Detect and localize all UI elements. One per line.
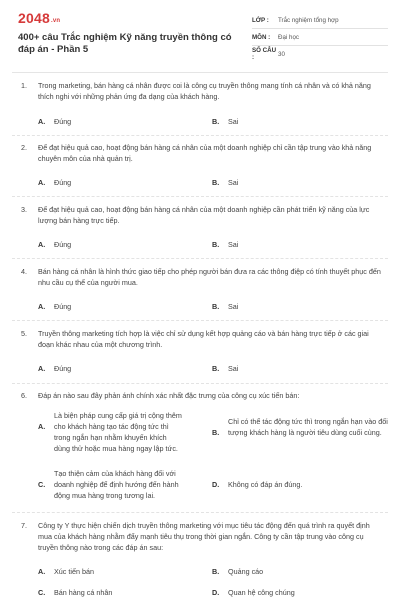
option-letter: A.: [38, 302, 46, 311]
question-separator: [12, 320, 388, 321]
option-letter: B.: [212, 240, 220, 249]
question-text: Để đạt hiệu quả cao, hoạt động bán hàng cá nhân của một doanh nghiệp chỉ cần tập trung vào khả năng chuyên môn của nhà quản trị.: [38, 143, 372, 163]
option-text: Đúng: [54, 117, 72, 126]
option-a[interactable]: [38, 363, 71, 374]
meta-label: MÔN :: [252, 33, 271, 41]
option-letter: B.: [212, 428, 220, 437]
option-b[interactable]: [212, 416, 388, 438]
option-b[interactable]: [212, 116, 238, 127]
logo-suffix: .vn: [50, 18, 61, 24]
option-a[interactable]: [38, 566, 94, 577]
option-c[interactable]: [38, 587, 112, 598]
option-d[interactable]: [212, 587, 295, 598]
question-number: 4.: [21, 267, 27, 276]
option-a[interactable]: [38, 239, 71, 250]
option-text: Sai: [228, 364, 239, 373]
question-text: Đáp án nào sau đây phản ánh chính xác nhất đặc trưng của công cụ xúc tiến bán:: [38, 391, 300, 400]
question-number: 3.: [21, 205, 27, 214]
question-separator: [12, 196, 388, 197]
option-letter: B.: [212, 178, 220, 187]
document-header: [0, 0, 400, 72]
question-separator: [12, 135, 388, 136]
option-b[interactable]: [212, 566, 263, 577]
option-letter: B.: [212, 567, 220, 576]
option-text: Sai: [228, 117, 239, 126]
meta-row-class: [252, 12, 388, 29]
option-letter: B.: [212, 302, 220, 311]
option-text: Là biện pháp cung cấp giá trị cộng thêm cho khách hàng tạo tác động tức thì trong ngắn hạn nhằm khuyến khích dùng thử hoặc mua hàng ngay lập tức.: [54, 411, 182, 453]
document-title: 400+ câu Trắc nghiệm Kỹ năng truyền thông có đáp án - Phần 5: [18, 32, 232, 55]
option-c[interactable]: [38, 468, 184, 501]
option-text: Quảng cáo: [228, 567, 264, 576]
option-a[interactable]: [38, 177, 71, 188]
option-b[interactable]: [212, 239, 238, 250]
option-text: Sai: [228, 240, 239, 249]
question-separator: [12, 258, 388, 259]
option-letter: D.: [212, 588, 220, 597]
meta-label: SỐ CÂU :: [252, 47, 277, 61]
question-number: 2.: [21, 143, 27, 152]
logo-main: 2048: [18, 10, 50, 26]
option-text: Đúng: [54, 364, 72, 373]
option-text: Không có đáp án đúng.: [228, 480, 303, 489]
option-letter: B.: [212, 117, 220, 126]
option-letter: B.: [212, 364, 220, 373]
meta-label: LỚP :: [252, 16, 269, 24]
question-number: 7.: [21, 521, 27, 530]
option-text: Đúng: [54, 178, 72, 187]
option-text: Sai: [228, 178, 239, 187]
question-number: 6.: [21, 391, 27, 400]
option-letter: C.: [38, 588, 46, 597]
site-logo[interactable]: [18, 10, 60, 26]
option-letter: C.: [38, 480, 46, 489]
header-divider: [12, 72, 388, 73]
option-letter: A.: [38, 364, 46, 373]
option-text: Chỉ có thể tác động tức thì trong ngắn hạn vào đối tượng khách hàng là người tiêu dùng cuối cùng.: [228, 417, 388, 437]
document-meta: [252, 12, 388, 62]
meta-value: Đại học: [278, 33, 299, 41]
question-separator: [12, 383, 388, 384]
option-b[interactable]: [212, 177, 238, 188]
question-text: Trong marketing, bán hàng cá nhân được coi là công cụ truyền thông mang tính cá nhân và có khả năng thích nghi với những phản ứng đa dạng của khách hàng.: [38, 81, 371, 101]
option-text: Đúng: [54, 240, 72, 249]
option-letter: A.: [38, 117, 46, 126]
option-text: Bán hàng cá nhân: [54, 588, 113, 597]
question-separator: [12, 512, 388, 513]
question-number: 5.: [21, 329, 27, 338]
option-letter: A.: [38, 567, 46, 576]
option-b[interactable]: [212, 301, 238, 312]
option-text: Đúng: [54, 302, 72, 311]
meta-value: Trắc nghiệm tổng hợp: [278, 16, 339, 24]
question-text: Bán hàng cá nhân là hình thức giao tiếp cho phép người bán đưa ra các thông điệp có tính thuyết phục đến nhu cầu cụ thể của người mua.: [38, 267, 381, 287]
option-a[interactable]: [38, 301, 71, 312]
meta-row-subject: [252, 29, 388, 46]
option-b[interactable]: [212, 363, 238, 374]
meta-value: 30: [278, 50, 285, 58]
option-a[interactable]: [38, 410, 184, 454]
option-letter: D.: [212, 480, 220, 489]
option-text: Xúc tiến bán: [54, 567, 94, 576]
option-text: Tạo thiện cảm của khách hàng đối với doanh nghiệp để định hướng đến hành động mua hàng trong tương lai.: [54, 469, 179, 500]
question-text: Truyền thông marketing tích hợp là việc chỉ sử dụng kết hợp quảng cáo và bán hàng trực tiếp ở các giai đoạn khác nhau của một chương trình.: [38, 329, 369, 349]
option-a[interactable]: [38, 116, 71, 127]
question-text: Để đạt hiệu quả cao, hoạt động bán hàng cá nhân của một doanh nghiệp cần phát triển kỹ năng của lực lượng bán hàng trực tiếp.: [38, 205, 370, 225]
option-d[interactable]: [212, 479, 302, 490]
option-letter: A.: [38, 422, 46, 431]
option-letter: A.: [38, 178, 46, 187]
option-text: Sai: [228, 302, 239, 311]
option-letter: A.: [38, 240, 46, 249]
question-text: Công ty Y thực hiện chiến dịch truyền thông marketing với mục tiêu tác động đến quá trình ra quyết định mua của khách hàng nhằm đẩy mạnh tiêu thụ trong thời gian ngắn. Công ty cần tập trung vào công cụ truyền thông nào trong các đáp án sau:: [38, 521, 370, 552]
option-text: Quan hệ công chúng: [228, 588, 295, 597]
meta-row-count: [252, 46, 388, 62]
question-number: 1.: [21, 81, 27, 90]
